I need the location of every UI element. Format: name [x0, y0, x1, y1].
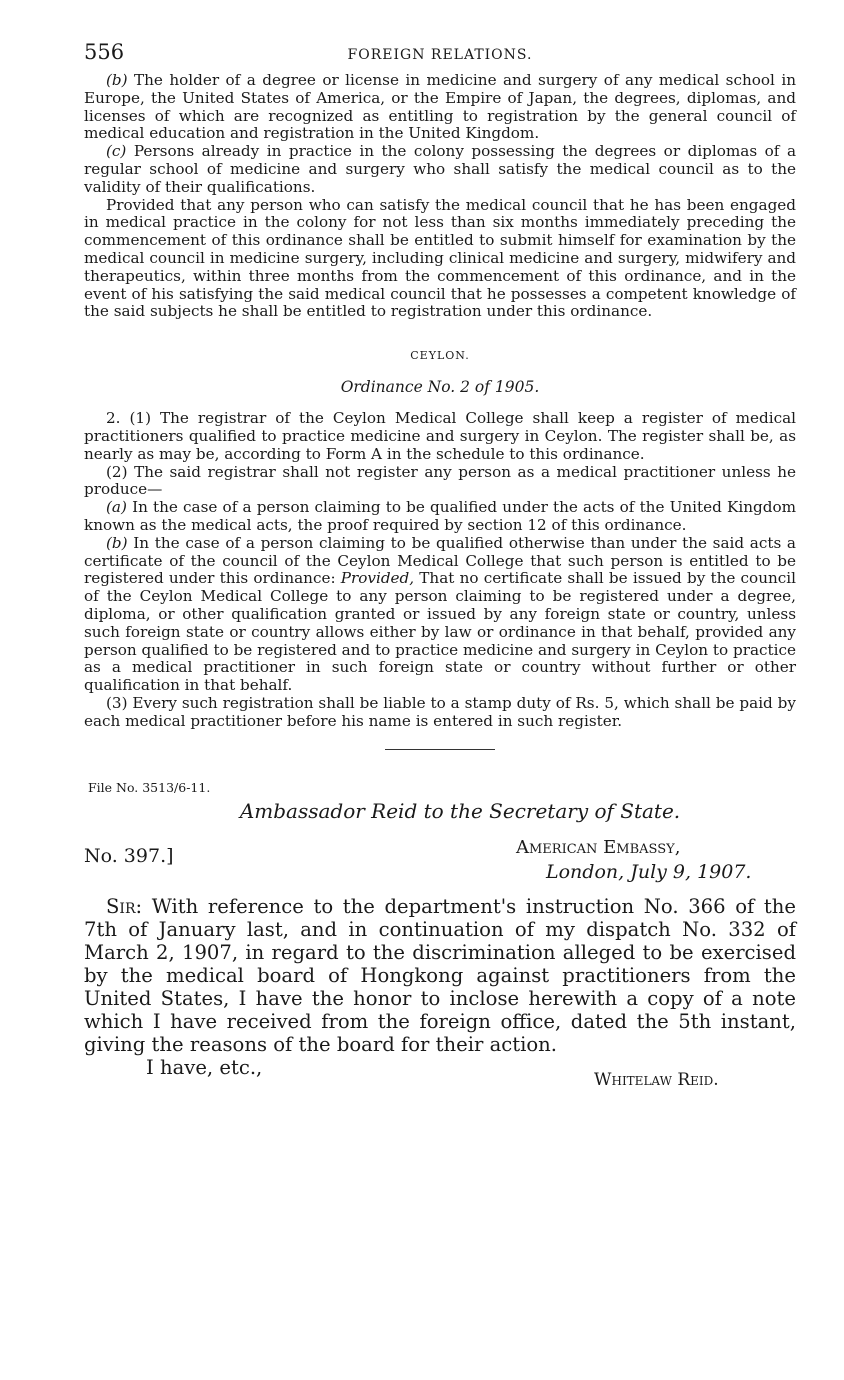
section-2-b: (b) In the case of a person claiming to be qualified otherwise than under the said acts a certificate of the council of the Ceylon Medical College that such person is entitled to be registered under this ordinance: Provided, That no certificate shall be issued by the council of the Ceylon Medical College to any person claiming to be registered under a degree, diploma, or other qualification granted or issued by any foreign state or country, unless such foreign state or country allows either by law or ordinance in that behalf, provided any person qualified to be registered and to practice medicine and surgery in Ceylon to practice as a medical practitioner in such foreign state or country without further or other qualification in that behalf.: [84, 533, 796, 695]
ordinance-title: Ordinance No. 2 of 1905.: [340, 378, 540, 397]
closing: I have, etc.,: [146, 1055, 263, 1079]
section-2-3: (3) Every such registration shall be liable to a stamp duty of Rs. 5, which shall be paid by each medical practitioner before his name is entered in such register.: [84, 693, 796, 730]
dispatch-body: [84, 895, 796, 1056]
salutation: Sir:: [106, 894, 143, 918]
file-number: File No. 3513/6-11.: [88, 779, 211, 795]
document-page: [84, 40, 796, 1090]
paragraph-b: (b) The holder of a degree or license in medicine and surgery of any medical school in Europe, the United States of America, or the Empire of Japan, the degrees, diplomas, and licenses of which are recognized as entitling to registration by the general council of medical education and registration in the United Kingdom.: [84, 71, 796, 143]
section-2-1: 2. (1) The registrar of the Ceylon Medical College shall keep a register of medical practitioners qualified to practice medicine and surgery in Ceylon. The register shall be, as nearly as may be, according to Form A in the schedule to this ordinance.: [84, 409, 796, 463]
section-2-a: (a) In the case of a person claiming to be qualified under the acts of the United Kingdom known as the medical acts, the proof required by section 12 of this ordinance.: [84, 498, 796, 534]
ceylon-ordinance-text: [84, 410, 796, 730]
section-divider: [385, 749, 495, 750]
letter-paragraph: Sir: With reference to the department's instruction No. 366 of the 7th of January last, and in continuation of my dispatch No. 332 of March 2, 1907, in regard to the discrimination alleged to be exercised by the medical board of Hongkong against practitioners from the United States, I have the honor to inclose herewith a copy of a note which I have received from the foreign office, dated the 5th instant, giving the reasons of the board for their action.: [84, 894, 796, 1056]
proviso-paragraph: Provided that any person who can satisfy the medical council that he has been engaged in medical practice in the colony for not less than six months immediately preceding the commencement of this ordinance shall be entitled to submit himself for examination by the medical council in medicine surgery, including clinical medicine and surgery, midwifery and therapeutics, within three months from the commencement of this ordinance, and in the event of his satisfying the said medical council that he possesses a competent knowledge of the said subjects he shall be entitled to registration under this ordinance.: [84, 195, 796, 321]
page-header: [84, 40, 796, 72]
section-2-2: (2) The said registrar shall not register any person as a medical practitioner unless he produce—: [84, 462, 796, 499]
paragraph-c: (c) Persons already in practice in the colony possessing the degrees or diplomas of a regular school of medicine and surgery who shall satisfy the medical council as to the validity of their qualifications.: [84, 142, 796, 196]
dispatch-heading: [84, 837, 796, 895]
page-number: 556: [84, 40, 125, 64]
signature: Whitelaw Reid.: [594, 1069, 719, 1090]
dispatch-number: No. 397.]: [84, 844, 174, 867]
running-head: FOREIGN RELATIONS.: [347, 47, 533, 63]
embassy-name: American Embassy,: [516, 836, 681, 858]
closing-block: [84, 1055, 796, 1090]
ceylon-heading: CEYLON.: [410, 349, 470, 363]
hongkong-ordinance-excerpt: [84, 72, 796, 321]
dispatch-title: Ambassador Reid to the Secretary of State.: [239, 798, 681, 823]
dateline: London, July 9, 1907.: [546, 860, 752, 883]
